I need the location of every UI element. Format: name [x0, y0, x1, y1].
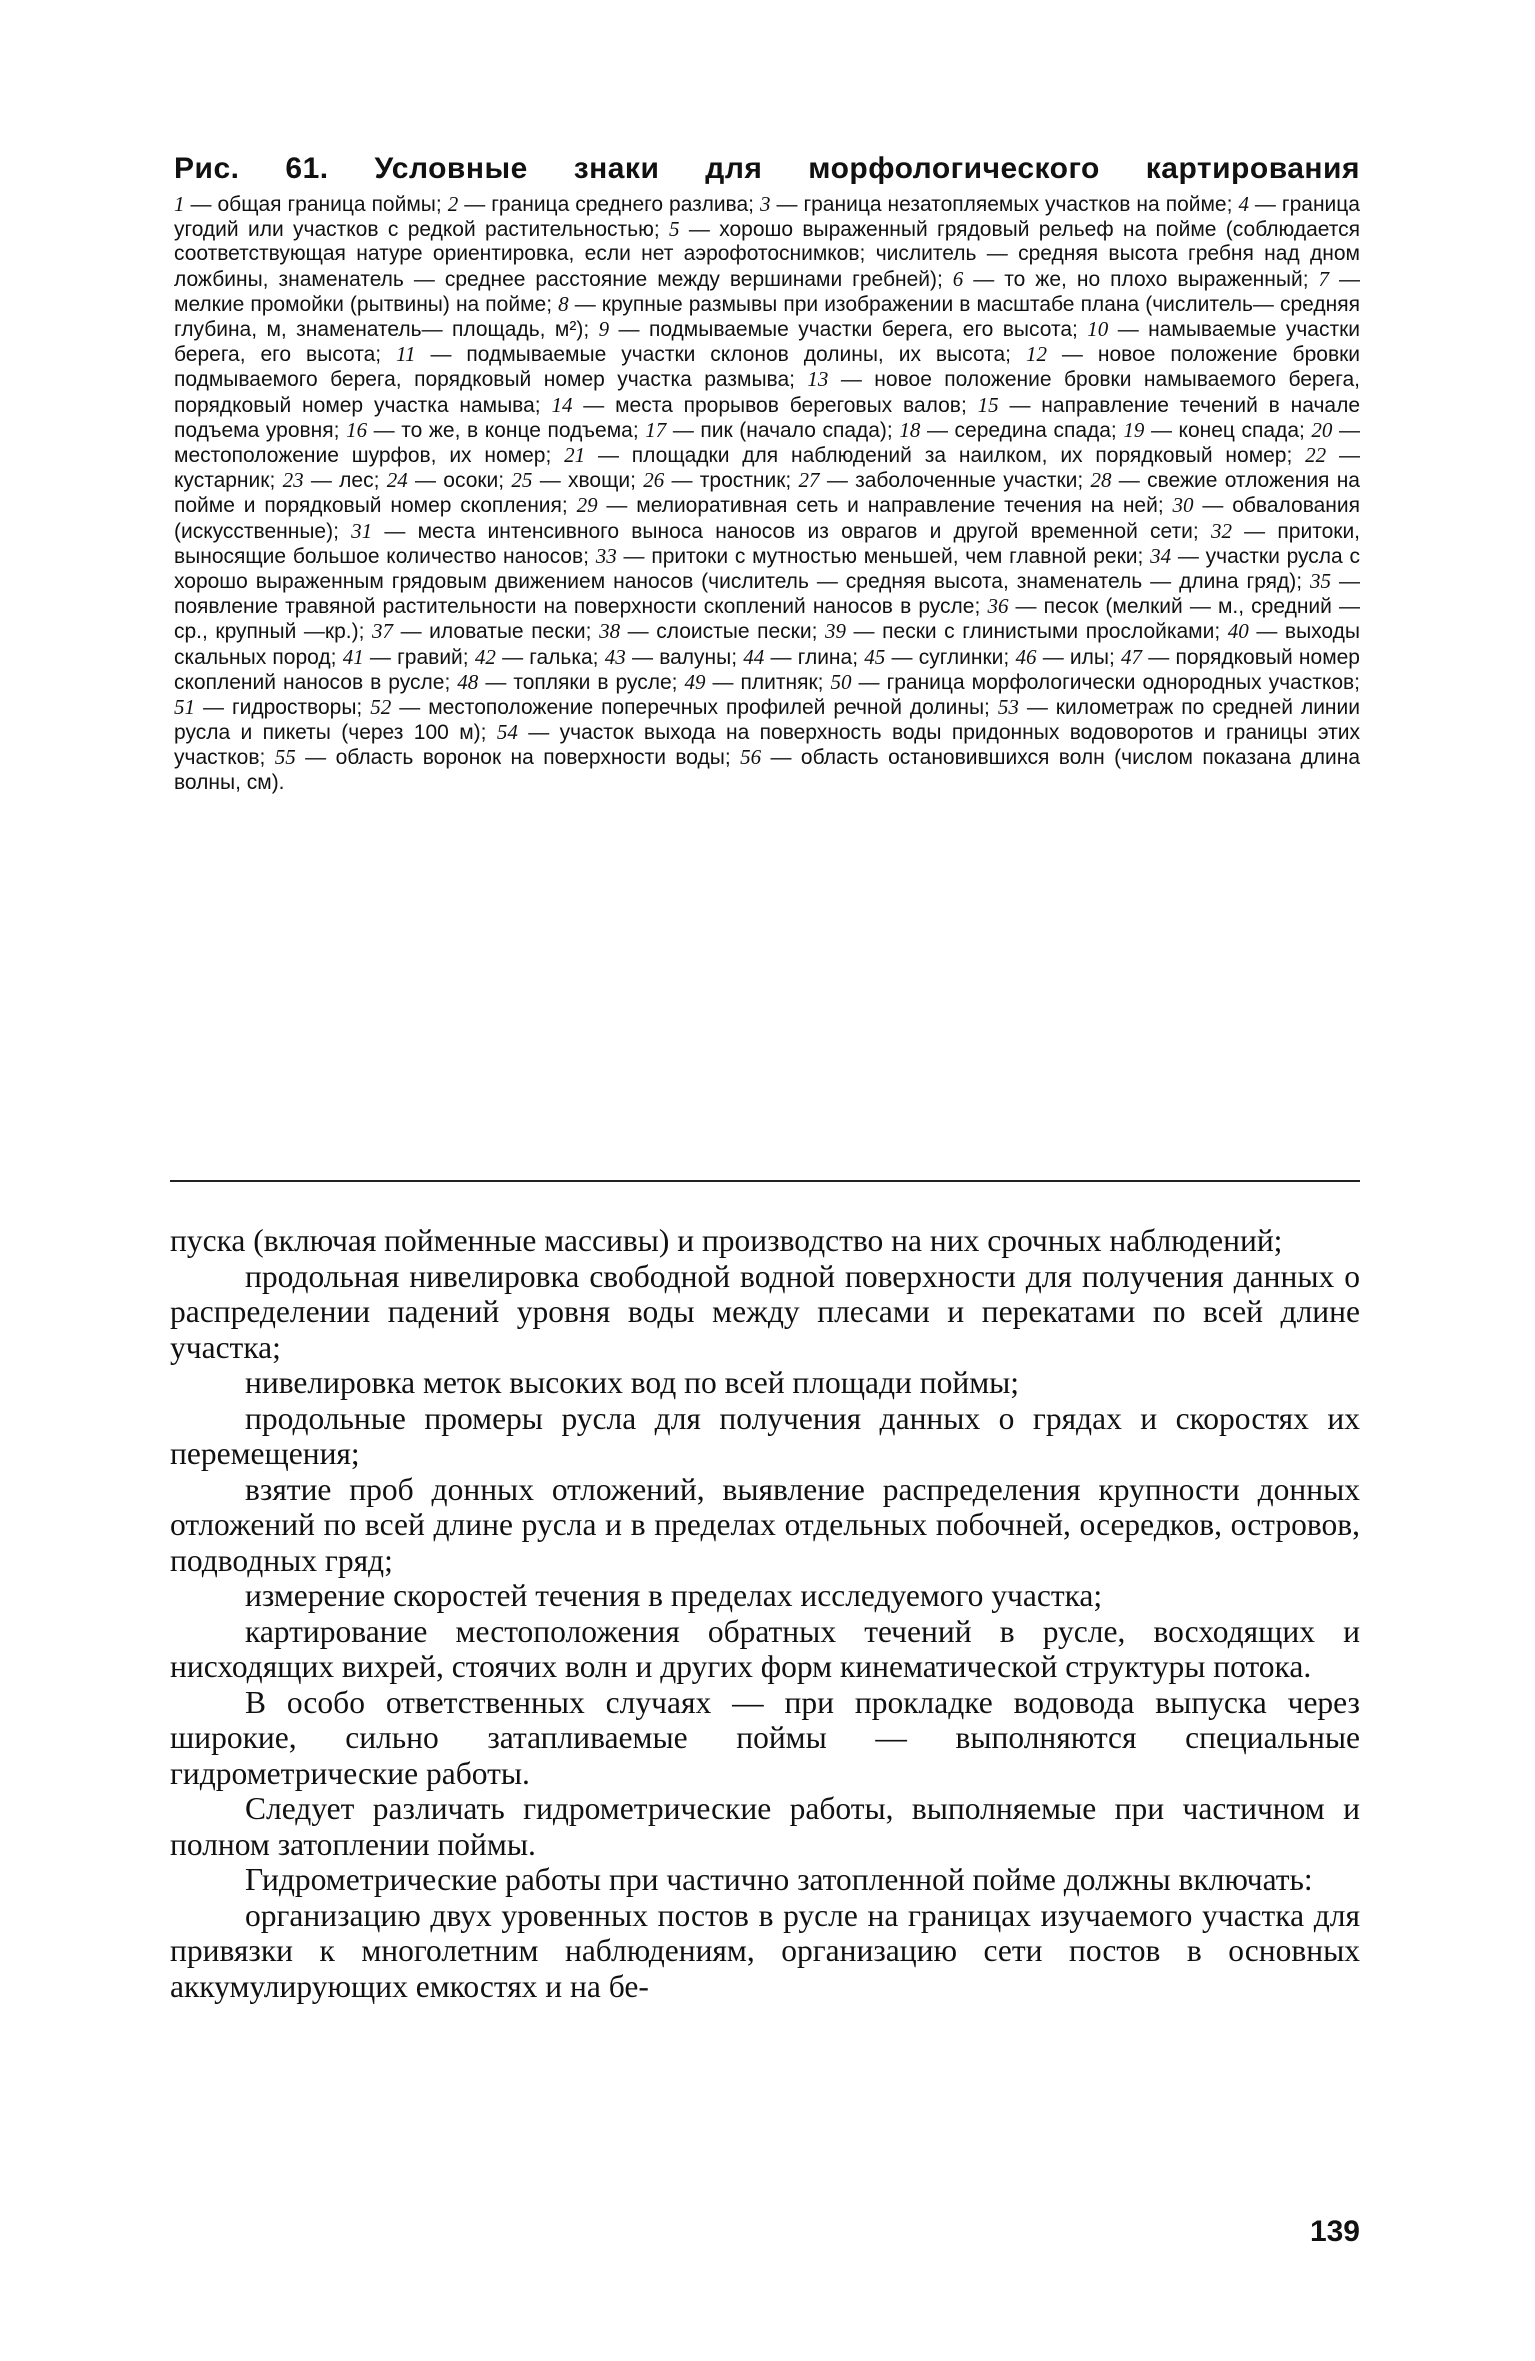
- legend-item-text: — иловатые пески;: [393, 620, 600, 644]
- legend-item-text: — плитняк;: [705, 670, 831, 694]
- legend-item-number: 16: [346, 417, 368, 442]
- legend-item-number: 23: [282, 468, 304, 493]
- legend-item-number: 4: [1238, 192, 1249, 216]
- legend-item-number: 17: [645, 417, 667, 442]
- legend-item: [599, 620, 825, 643]
- legend-item-number: 19: [1123, 417, 1145, 442]
- legend-item-text: — новое положение бровки подмываемого берега, порядковый номер участка размыва;: [174, 343, 1361, 392]
- legend-item-text: — граница угодий или участков с редкой растительностью;: [174, 193, 1360, 242]
- legend-item-text: — места интенсивного выноса наносов из оврагов и другой временной сети;: [372, 519, 1211, 543]
- legend-item: [596, 545, 1150, 568]
- legend-item-number: 37: [372, 619, 394, 644]
- legend-item: [899, 419, 1123, 442]
- legend-item-number: 28: [1090, 468, 1112, 493]
- legend-item-number: 34: [1150, 543, 1172, 568]
- legend-item: [346, 419, 645, 442]
- legend-item-text: — галька;: [495, 645, 605, 669]
- legend-item-text: — участок выхода на поверхность воды придонных водоворотов и границы этих участков;: [174, 721, 1360, 770]
- legend-item-text: — слоистые пески;: [620, 620, 825, 644]
- legend-item-number: 38: [599, 619, 621, 644]
- legend-item-text: — направление течений в начале подъема уровня;: [174, 393, 1360, 442]
- legend-item-number: 39: [824, 619, 846, 644]
- legend-item: [511, 469, 643, 492]
- legend-item: [953, 268, 1319, 291]
- legend-item-text: — глина;: [764, 645, 865, 669]
- legend-item-text: — середина спада;: [920, 418, 1124, 442]
- legend-item-number: 42: [474, 644, 496, 669]
- legend-item-text: — выходы скальных пород;: [174, 620, 1360, 669]
- paragraph: взятие проб донных отложений, выявление распределения крупности донных отложений по всей длине русла и в пределах отдельных побочней, осередков, островов, подводных гряд;: [170, 1471, 1360, 1578]
- legend-item: [475, 646, 605, 669]
- legend-item-number: 2: [447, 192, 459, 216]
- legend-item-number: 10: [1087, 317, 1109, 342]
- separator-rule: [170, 1180, 1360, 1182]
- legend-item: [760, 193, 1238, 216]
- figure-title: Рис. 61. Условные знаки для морфологического картирования: [174, 152, 1360, 185]
- legend-item-text: — местоположение поперечных профилей речной долины;: [391, 696, 998, 720]
- legend-item-text: — топляки в русле;: [478, 670, 685, 694]
- legend-item-number: 27: [798, 468, 820, 493]
- legend-item: [599, 318, 1088, 341]
- legend-item: [831, 671, 1360, 694]
- legend-item-number: 18: [899, 417, 921, 442]
- legend-item-text: — область остановившихся волн (числом показана длина волны, см).: [174, 746, 1360, 794]
- legend-item-text: — появление травяной растительности на поверхности скоплений наносов в русле;: [174, 570, 1360, 619]
- legend-item-number: 46: [1015, 644, 1037, 669]
- legend-item-text: — подмываемые участки берега, его высота;: [609, 318, 1088, 342]
- legend-item-number: 15: [977, 392, 999, 417]
- legend-item-text: — притоки с мутностью меньшей, чем главной реки;: [616, 544, 1151, 568]
- legend-item: [743, 646, 864, 669]
- paragraph: продольная нивелировка свободной водной поверхности для получения данных о распределении падений уровня воды между плесами и перекатами по всей длине участка;: [170, 1258, 1360, 1365]
- legend-item-text: — то же, но плохо выраженный;: [963, 267, 1319, 291]
- legend-item-number: 26: [643, 468, 665, 493]
- legend-item-number: 3: [759, 192, 771, 216]
- legend-item-number: 31: [351, 518, 373, 543]
- legend-item: [343, 646, 475, 669]
- legend-item-number: 32: [1210, 518, 1232, 543]
- legend-item-text: — лес;: [303, 469, 387, 493]
- legend-item: [1015, 646, 1121, 669]
- legend-item-text: — граница морфологически однородных участков;: [851, 670, 1360, 694]
- legend-item-number: 7: [1318, 266, 1330, 291]
- legend-item: [645, 419, 899, 442]
- legend-item-number: 6: [952, 266, 964, 291]
- legend-item-number: 11: [396, 342, 416, 367]
- legend-item: [564, 444, 1305, 467]
- legend-item: [799, 469, 1091, 492]
- figure-legend: [174, 192, 1360, 795]
- legend-item-number: 49: [684, 669, 706, 694]
- figure-caption: [174, 150, 1360, 795]
- legend-item-number: 53: [997, 695, 1019, 720]
- legend-item-text: — валуны;: [625, 645, 744, 669]
- legend-item-number: 24: [386, 468, 408, 493]
- legend-item-number: 40: [1227, 619, 1249, 644]
- paragraph: пуска (включая пойменные массивы) и производство на них срочных наблюдений;: [170, 1223, 1283, 1258]
- legend-item: [387, 469, 512, 492]
- legend-item-number: 12: [1025, 342, 1047, 367]
- legend-item-text: — намываемые участки берега, его высота;: [174, 318, 1360, 367]
- legend-item: [351, 520, 1211, 543]
- legend-item-number: 8: [558, 291, 569, 316]
- paragraph: В особо ответственных случаях — при прокладке водовода выпуска через широкие, сильно затапливаемые поймы — выполняются специальные гидрометрические работы.: [170, 1684, 1360, 1791]
- legend-item-number: 55: [274, 745, 296, 770]
- legend-item-text: — то же, в конце подъема;: [367, 418, 646, 442]
- paragraph: измерение скоростей течения в пределах исследуемого участка;: [245, 1578, 1103, 1613]
- legend-item-text: — илы;: [1036, 645, 1122, 669]
- paragraph: картирование местоположения обратных течений в русле, восходящих и нисходящих вихрей, стоячих волн и других форм кинематической структуры потока.: [170, 1613, 1360, 1684]
- paragraph: Следует различать гидрометрические работы, выполняемые при частичном и полном затоплении поймы.: [170, 1791, 1360, 1862]
- legend-item-text: — порядковый номер скоплений наносов в русле;: [174, 645, 1360, 694]
- legend-item: [396, 343, 1026, 366]
- paragraph: нивелировка меток высоких вод по всей площади поймы;: [245, 1365, 1020, 1400]
- legend-item-number: 54: [496, 720, 518, 745]
- legend-item-text: — хорошо выраженный грядовый рельеф на пойме (соблюдается соответствующая натуре ориентировка, если нет аэрофотоснимков; числитель — средняя высота гребня над дном ложбины, знаменатель — среднее расстояние между вершинами гребней);: [174, 218, 1360, 291]
- paragraph: продольные промеры русла для получения данных о грядах и скоростях их перемещения;: [170, 1400, 1360, 1471]
- legend-item-number: 22: [1305, 443, 1327, 468]
- legend-item-number: 36: [987, 594, 1009, 619]
- legend-item-text: — осоки;: [407, 469, 512, 493]
- legend-item: [577, 494, 1173, 517]
- legend-item-number: 1: [174, 192, 185, 216]
- legend-item-number: 30: [1172, 493, 1194, 518]
- legend-item-number: 13: [807, 367, 829, 392]
- legend-item: [283, 469, 387, 492]
- legend-item-number: 9: [598, 317, 610, 342]
- legend-item: [372, 620, 599, 643]
- legend-item-number: 20: [1311, 417, 1333, 442]
- legend-item-text: — граница незатопляемых участков на пойме;: [770, 193, 1239, 216]
- legend-item-number: 45: [864, 644, 886, 669]
- legend-item: [864, 646, 1015, 669]
- legend-item-number: 48: [457, 669, 479, 694]
- legend-item: [605, 646, 744, 669]
- legend-item-text: — заболоченные участки;: [819, 469, 1091, 493]
- legend-item-text: — мелиоративная сеть и направление течения на ней;: [597, 494, 1173, 518]
- legend-item-number: 25: [511, 468, 533, 493]
- legend-item-text: — участки русла с хорошо выраженным грядовым движением наносов (числитель — средняя высота, знаменатель — длина гряд);: [174, 544, 1360, 594]
- body-text: [170, 1223, 1360, 2004]
- legend-item-text: — кустарник;: [174, 444, 1360, 493]
- legend-item: [643, 469, 798, 492]
- legend-item-text: — пески с глинистыми прослойками;: [845, 620, 1228, 644]
- legend-item-text: — область воронок на поверхности воды;: [295, 746, 741, 770]
- legend-item-number: 56: [740, 745, 762, 770]
- legend-item-text: — местоположение шурфов, их номер;: [174, 418, 1361, 468]
- legend-item-text: — новое положение бровки намываемого берега, порядковый номер участка намыва;: [174, 368, 1360, 417]
- legend-item: [174, 193, 448, 216]
- legend-item-text: — суглинки;: [885, 645, 1016, 669]
- legend-item: [370, 696, 998, 719]
- legend-item-text: — места прорывов береговых валов;: [572, 393, 978, 417]
- paragraph: организацию двух уровенных постов в русле на границах изучаемого участка для привязки к многолетним наблюдениям, организацию сети постов в основных аккумулирующих емкостях и на бе-: [170, 1897, 1360, 2004]
- legend-item: [275, 746, 740, 769]
- legend-item-text: — общая граница поймы;: [184, 193, 448, 216]
- legend-item-text: — гравий;: [363, 645, 475, 669]
- legend-item-text: — подмываемые участки склонов долины, их высота;: [415, 343, 1026, 367]
- legend-item-number: 44: [743, 644, 765, 669]
- legend-item: [174, 696, 370, 719]
- legend-item-number: 47: [1121, 644, 1143, 669]
- legend-item-text: — граница среднего разлива;: [458, 193, 760, 216]
- legend-item-text: — хвощи;: [532, 469, 644, 493]
- legend-item-number: 50: [830, 669, 852, 694]
- legend-item-number: 5: [669, 217, 680, 242]
- legend-item-number: 29: [576, 493, 598, 518]
- legend-item-text: — площадки для наблюдений за наилком, их порядковый номер;: [585, 444, 1306, 468]
- legend-item-text: — километраж по средней линии русла и пикеты (через 100 м);: [174, 696, 1360, 745]
- legend-item-number: 35: [1310, 569, 1332, 594]
- legend-item-number: 41: [342, 644, 364, 669]
- legend-item-text: — гидростворы;: [195, 696, 371, 720]
- legend-item-text: — притоки, выносящие большое количество наносов;: [174, 519, 1361, 568]
- legend-item-text: — песок (мелкий — м., средний — ср., крупный —кр.);: [174, 595, 1361, 644]
- legend-item: [1123, 419, 1311, 442]
- legend-item-number: 21: [564, 443, 586, 468]
- legend-item: [448, 193, 760, 216]
- legend-item-number: 14: [551, 392, 573, 417]
- legend-item-text: — мелкие промойки (рытвины) на пойме;: [174, 267, 1360, 316]
- legend-item-text: — крупные размывы при изображении в масштабе плана (числитель— средняя глубина, м, знаменатель— площадь, м²);: [174, 292, 1360, 342]
- legend-item-text: — обвалования (искусственные);: [174, 494, 1360, 543]
- legend-item-text: — конец спада;: [1144, 418, 1312, 442]
- legend-item-number: 51: [174, 695, 195, 720]
- legend-item-number: 52: [370, 695, 392, 720]
- legend-item-text: — тростник;: [664, 469, 799, 493]
- page-number: 139: [1309, 2215, 1360, 2248]
- paragraph: Гидрометрические работы при частично затопленной пойме должны включать:: [245, 1862, 1313, 1897]
- legend-item: [551, 394, 977, 417]
- legend-item-text: — свежие отложения на пойме и порядковый номер скопления;: [174, 469, 1360, 518]
- legend-item: [457, 671, 684, 694]
- legend-item-number: 43: [604, 644, 626, 669]
- legend-item-number: 33: [595, 543, 617, 568]
- legend-item: [825, 620, 1228, 643]
- legend-item-text: — пик (начало спада);: [666, 418, 900, 442]
- legend-item: [685, 671, 831, 694]
